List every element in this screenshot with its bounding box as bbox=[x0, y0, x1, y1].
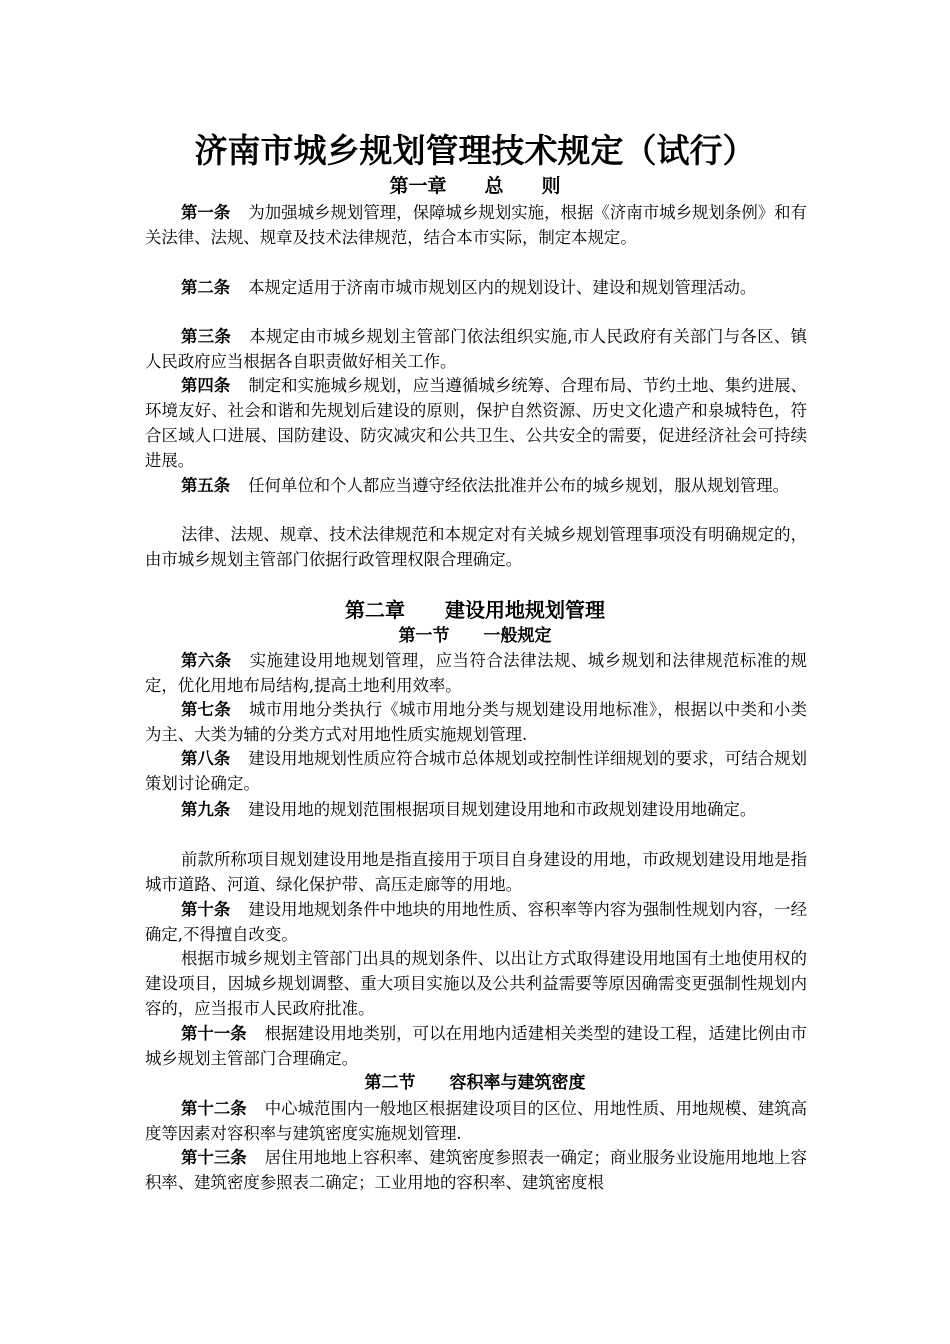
article-label: 第五条 bbox=[181, 476, 231, 495]
article-label: 第九条 bbox=[181, 800, 231, 819]
article-text: 中心城范围内一般地区根据建设项目的区位、用地性质、用地规模、建筑高度等因素对容积率与建筑密度实施规划管理. bbox=[145, 1099, 807, 1143]
article-7 bbox=[145, 697, 807, 747]
article-label: 第二条 bbox=[181, 278, 231, 297]
article-text: 建设用地规划条件中地块的用地性质、容积率等内容为强制性规划内容，一经确定,不得擅自改变。 bbox=[145, 900, 808, 944]
section-2-heading: 第二节 容积率与建筑密度 bbox=[364, 1073, 586, 1093]
article-4 bbox=[145, 373, 807, 473]
article-13 bbox=[145, 1145, 807, 1195]
article-label: 第四条 bbox=[181, 376, 231, 395]
article-text: 本规定适用于济南市城市规划区内的规划设计、建设和规划管理活动。 bbox=[248, 278, 757, 297]
article-text: 制定和实施城乡规划，应当遵循城乡统筹、合理布局、节约土地、集约进展、环境友好、社会和谐和先规划后建设的原则，保护自然资源、历史文化遗产和泉城特色，符合区域人口进展、国防建设、防灾减灾和公共卫生、公共安全的需要，促进经济社会可持续进展。 bbox=[145, 376, 808, 470]
article-10-paragraph-2: 根据市城乡规划主管部门出具的规划条件、以出让方式取得建设用地国有土地使用权的建设项目，因城乡规划调整、重大项目实施以及公共利益需要等原因确需变更强制性规划内容的，应当报市人民政府批准。 bbox=[145, 949, 807, 1018]
article-6 bbox=[145, 648, 807, 698]
article-label: 第十条 bbox=[181, 900, 231, 919]
chapter-2-heading: 第二章 建设用地规划管理 bbox=[345, 598, 605, 622]
article-12 bbox=[145, 1096, 807, 1146]
article-label: 第三条 bbox=[181, 327, 232, 346]
document-title: 济南市城乡规划管理技术规定（试行） bbox=[194, 131, 756, 170]
article-label: 第十二条 bbox=[181, 1099, 247, 1118]
article-label: 第十三条 bbox=[181, 1148, 247, 1167]
chapter-1-heading: 第一章 总 则 bbox=[389, 175, 561, 197]
section-1-heading: 第一节 一般规定 bbox=[398, 626, 552, 646]
article-label: 第八条 bbox=[181, 749, 231, 768]
article-10 bbox=[145, 897, 807, 947]
article-text: 居住用地地上容积率、建筑密度参照表一确定；商业服务业设施用地地上容积率、建筑密度参照表二确定；工业用地的容积率、建筑密度根 bbox=[145, 1148, 807, 1192]
article-2 bbox=[145, 275, 807, 300]
article-5-paragraph-2: 法律、法规、规章、技术法律规范和本规定对有关城乡规划管理事项没有明确规定的，由市城乡规划主管部门依据行政管理权限合理确定。 bbox=[145, 525, 807, 569]
article-text: 城市用地分类执行《城市用地分类与规划建设用地标准》，根据以中类和小类为主、大类为辅的分类方式对用地性质实施规划管理. bbox=[145, 700, 807, 744]
article-text: 为加强城乡规划管理，保障城乡规划实施，根据《济南市城乡规划条例》和有关法律、法规、规章及技术法律规范，结合本市实际，制定本规定。 bbox=[145, 203, 808, 247]
article-9 bbox=[145, 797, 807, 822]
article-5 bbox=[145, 473, 807, 498]
article-label: 第七条 bbox=[181, 700, 231, 719]
article-9-paragraph-2: 前款所称项目规划建设用地是指直接用于项目自身建设的用地，市政规划建设用地是指城市道路、河道、绿化保护带、高压走廊等的用地。 bbox=[145, 850, 807, 894]
article-text: 建设用地规划性质应符合城市总体规划或控制性详细规划的要求，可结合规划策划讨论确定。 bbox=[145, 749, 808, 793]
article-11 bbox=[145, 1021, 807, 1071]
article-text: 建设用地的规划范围根据项目规划建设用地和市政规划建设用地确定。 bbox=[248, 800, 757, 819]
article-1 bbox=[145, 200, 807, 250]
article-label: 第一条 bbox=[181, 203, 231, 222]
article-8 bbox=[145, 746, 807, 796]
article-label: 第十一条 bbox=[181, 1024, 247, 1043]
article-label: 第六条 bbox=[181, 651, 232, 670]
article-text: 根据建设用地类别，可以在用地内适建相关类型的建设工程，适建比例由市城乡规划主管部门合理确定。 bbox=[145, 1024, 807, 1068]
article-text: 本规定由市城乡规划主管部门依法组织实施,市人民政府有关部门与各区、镇人民政府应当根据各自职责做好相关工作。 bbox=[145, 327, 807, 371]
article-3 bbox=[145, 324, 807, 374]
article-text: 实施建设用地规划管理，应当符合法律法规、城乡规划和法律规范标准的规定，优化用地布局结构,提高土地利用效率。 bbox=[145, 651, 808, 695]
article-text: 任何单位和个人都应当遵守经依法批准并公布的城乡规划，服从规划管理。 bbox=[248, 476, 790, 495]
